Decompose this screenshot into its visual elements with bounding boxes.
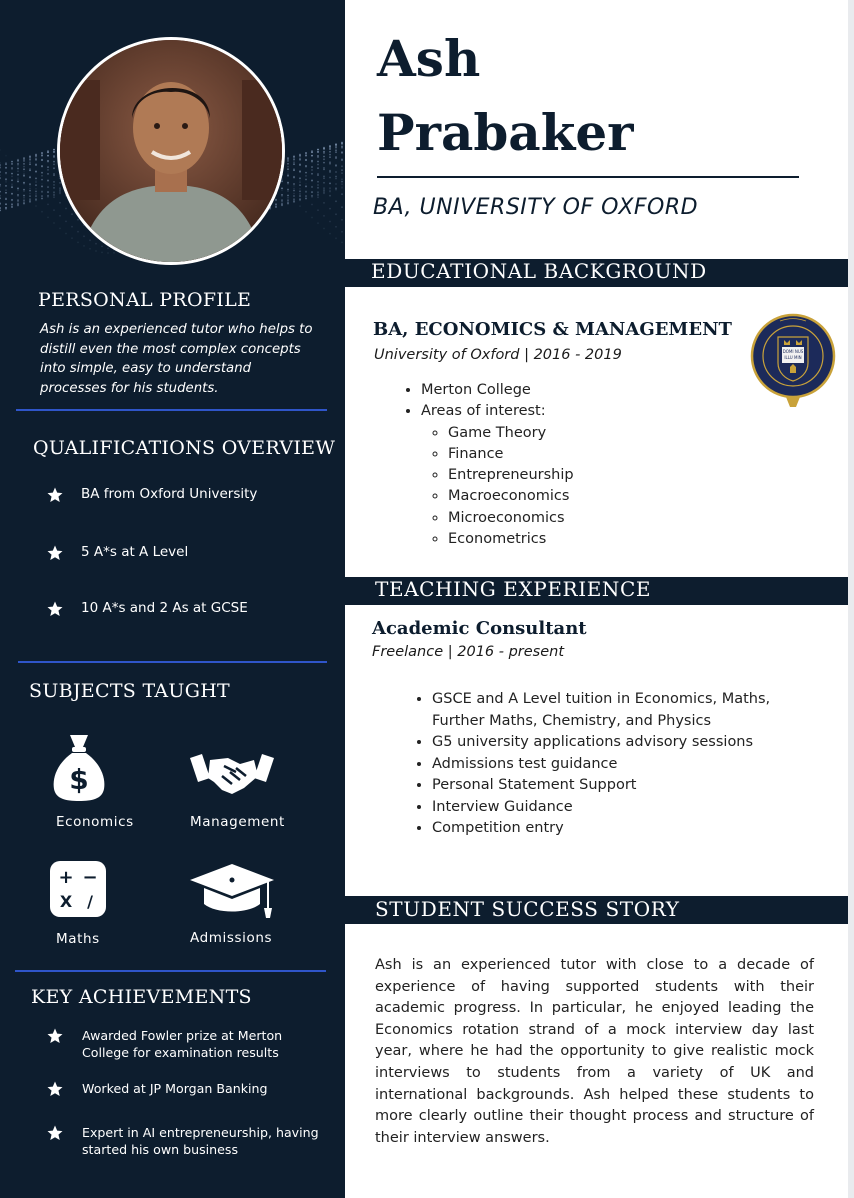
achievement-item	[46, 1124, 331, 1158]
education-meta: University of Oxford | 2016 - 2019	[374, 347, 622, 363]
subject-label: Economics	[56, 814, 134, 830]
achievement-text: Worked at JP Morgan Banking	[82, 1081, 268, 1096]
name-underline	[377, 176, 799, 178]
page-edge	[848, 0, 854, 1198]
svg-text:+: +	[58, 867, 74, 888]
subject-label: Maths	[56, 931, 100, 947]
profile-text: Ash is an experienced tutor who helps to distill even the most complex concepts into simple, easy to understand processes for his students.	[40, 322, 313, 396]
star-icon	[46, 1080, 64, 1098]
first-name: Ash	[377, 29, 481, 88]
teaching-heading: TEACHING EXPERIENCE	[375, 577, 652, 601]
svg-text:DOMI NUS: DOMI NUS	[782, 349, 804, 354]
profile-heading: PERSONAL PROFILE	[38, 289, 252, 311]
list-item: • Interview Guidance	[432, 797, 812, 819]
star-icon	[46, 600, 64, 618]
graduation-cap-icon	[188, 862, 276, 920]
achievement-item	[46, 1080, 331, 1098]
list-item: ◦ Finance	[448, 444, 574, 465]
subject-label: Admissions	[190, 930, 273, 946]
list-item: ◦ Game Theory	[448, 423, 574, 444]
achievement-text: Awarded Fowler prize at Merton College for examination results	[82, 1028, 283, 1060]
qualification-text: 10 A*s and 2 As at GCSE	[81, 600, 248, 616]
story-text: Ash is an experienced tutor with close to a decade of experience of having supported students with their academic progress. In particular, he enjoyed leading the Economics rotation strand of a mock interview day last year, where he had the opportunity to give realistic mock interviews to students from a variety of UK and international backgrounds. Ash helped these students to more clearly outline their thought process and structure of their interview answers.	[375, 957, 814, 1146]
qualification-text: BA from Oxford University	[81, 486, 258, 502]
list-item: • Competition entry	[432, 818, 812, 840]
qualification-item	[46, 486, 326, 504]
star-icon	[46, 486, 64, 504]
divider	[18, 661, 327, 663]
education-list	[421, 380, 574, 550]
star-icon	[46, 1124, 64, 1142]
divider	[16, 409, 327, 411]
handshake-icon	[188, 752, 276, 796]
list-item: • Merton College	[421, 380, 574, 401]
profile-photo	[57, 37, 285, 265]
oxford-crest-logo	[750, 313, 836, 411]
story-heading: STUDENT SUCCESS STORY	[375, 897, 680, 921]
list-item: • G5 university applications advisory sessions	[432, 732, 812, 754]
svg-text:ILLU MIN: ILLU MIN	[784, 355, 802, 360]
star-icon	[46, 1027, 64, 1045]
interests-label: Areas of interest:	[421, 403, 546, 420]
teaching-list	[432, 689, 812, 840]
list-item	[421, 401, 574, 550]
last-name: Prabaker	[377, 103, 634, 162]
qualification-text: 5 A*s at A Level	[81, 544, 189, 560]
interests-list	[421, 423, 574, 551]
degree-subtitle: BA, UNIVERSITY OF OXFORD	[373, 195, 699, 220]
svg-text:X: X	[59, 892, 73, 911]
sidebar	[0, 0, 345, 1198]
achievement-text: Expert in AI entrepreneurship, having started his own business	[82, 1125, 319, 1157]
name-heading	[377, 22, 634, 170]
list-item: • Personal Statement Support	[432, 775, 812, 797]
list-item: ◦ Microeconomics	[448, 508, 574, 529]
list-item: ◦ Entrepreneurship	[448, 465, 574, 486]
divider	[15, 970, 326, 972]
education-heading: EDUCATIONAL BACKGROUND	[371, 259, 707, 283]
teaching-meta: Freelance | 2016 - present	[372, 644, 565, 660]
qualification-item	[46, 600, 326, 618]
list-item: ◦ Econometrics	[448, 529, 574, 550]
teaching-title: Academic Consultant	[372, 618, 587, 639]
list-item: ◦ Macroeconomics	[448, 486, 574, 507]
calculator-icon	[50, 861, 106, 917]
subject-label: Management	[190, 814, 285, 830]
svg-text:$: $	[69, 763, 89, 796]
star-icon	[46, 544, 64, 562]
list-item: • GSCE and A Level tuition in Economics, Maths, Further Maths, Chemistry, and Physics	[432, 689, 812, 732]
qualification-item	[46, 544, 326, 562]
education-title: BA, ECONOMICS & MANAGEMENT	[373, 319, 732, 340]
svg-text:/: /	[87, 892, 93, 911]
achievement-item	[46, 1027, 331, 1061]
subjects-heading: SUBJECTS TAUGHT	[29, 680, 231, 702]
achievements-heading: KEY ACHIEVEMENTS	[31, 986, 252, 1008]
qualifications-heading: QUALIFICATIONS OVERVIEW	[33, 437, 336, 459]
money-bag-icon	[50, 733, 108, 803]
list-item: • Admissions test guidance	[432, 754, 812, 776]
svg-text:−: −	[82, 867, 98, 888]
